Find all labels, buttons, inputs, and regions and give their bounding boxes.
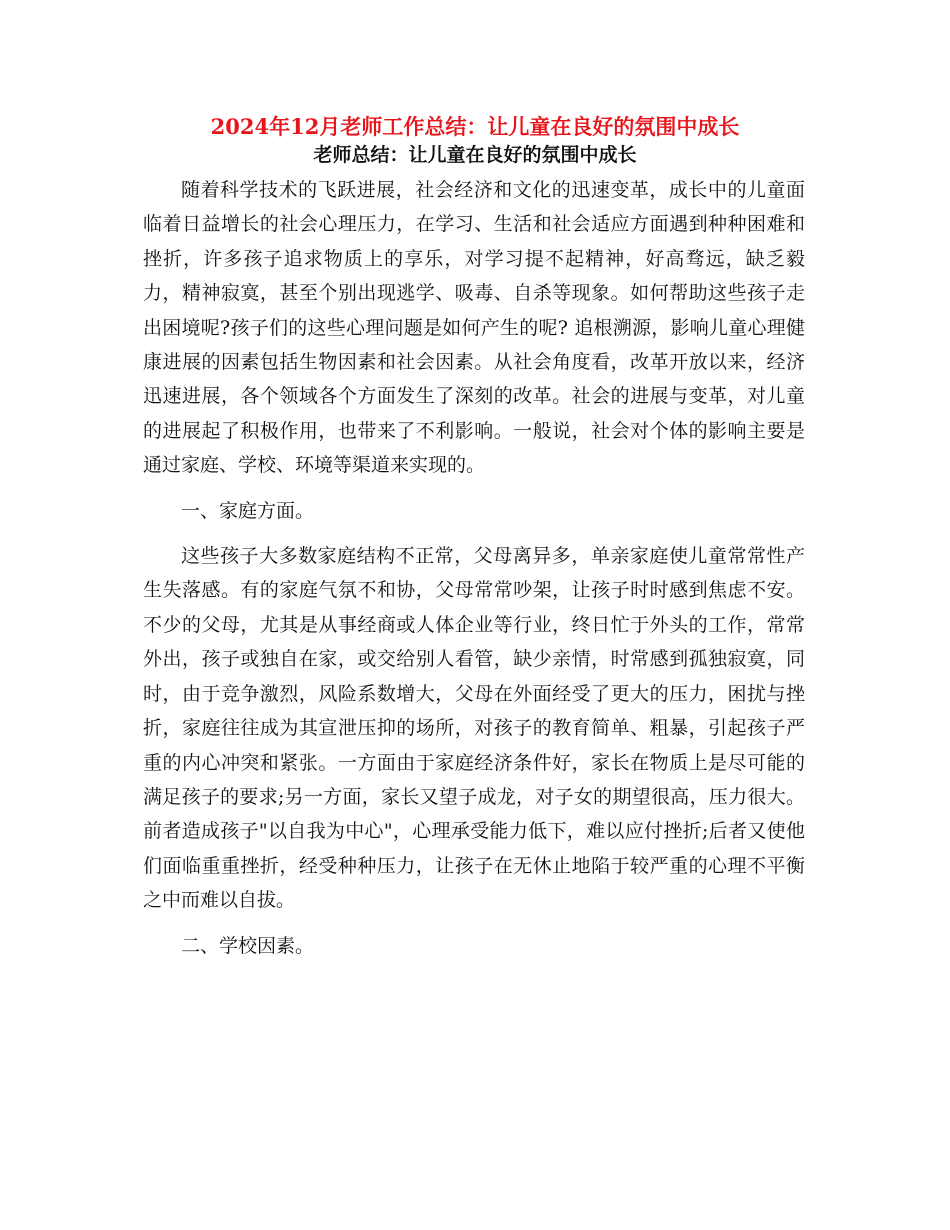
document-body <box>143 173 805 970</box>
section-heading-school: 二、学校因素。 <box>181 934 315 957</box>
section-heading-family: 一、家庭方面。 <box>181 499 315 522</box>
document-subtitle: 老师总结：让儿童在良好的氛围中成长 <box>313 144 637 166</box>
paragraph-family: 这些孩子大多数家庭结构不正常，父母离异多，单亲家庭使儿童常常性产生失落感。有的家庭气氛不和协，父母常常吵架，让孩子时时感到焦虑不安。不少的父母，尤其是从事经商或人体企业等行业，终日忙于外头的工作，常常外出，孩子或独自在家，或交给别人看管，缺少亲情，时常感到孤独寂寞，同时，由于竞争激烈，风险系数增大，父母在外面经受了更大的压力，困扰与挫折，家庭往往成为其宣泄压抑的场所，对孩子的教育简单、粗暴，引起孩子严重的内心冲突和紧张。一方面由于家庭经济条件好，家长在物质上是尽可能的满足孩子的要求;另一方面，家长又望子成龙，对子女的期望很高，压力很大。前者造成孩子"以自我为中心"，心理承受能力低下，难以应付挫折;后者又使他们面临重重挫折，经受种种压力，让孩子在无休止地陷于较严重的心理不平衡之中而难以自拔。 <box>143 545 805 912</box>
document-title: 2024年12月老师工作总结：让儿童在良好的氛围中成长 <box>210 114 740 139</box>
paragraph-intro: 随着科学技术的飞跃进展，社会经济和文化的迅速变革，成长中的儿童面临着日益增长的社会心理压力，在学习、生活和社会适应方面遇到种种困难和挫折，许多孩子追求物质上的享乐，对学习提不起精神，好高骛远，缺乏毅力，精神寂寞，甚至个别出现逃学、吸毒、自杀等现象。如何帮助这些孩子走出困境呢?孩子们的这些心理问题是如何产生的呢? 追根溯源，影响儿童心理健康进展的因素包括生物因素和社会因素。从社会角度看，改革开放以来，经济迅速进展，各个领域各个方面发生了深刻的改革。社会的进展与变革，对儿童的进展起了积极作用，也带来了不利影响。一般说，社会对个体的影响主要是通过家庭、学校、环境等渠道来实现的。 <box>143 179 805 477</box>
